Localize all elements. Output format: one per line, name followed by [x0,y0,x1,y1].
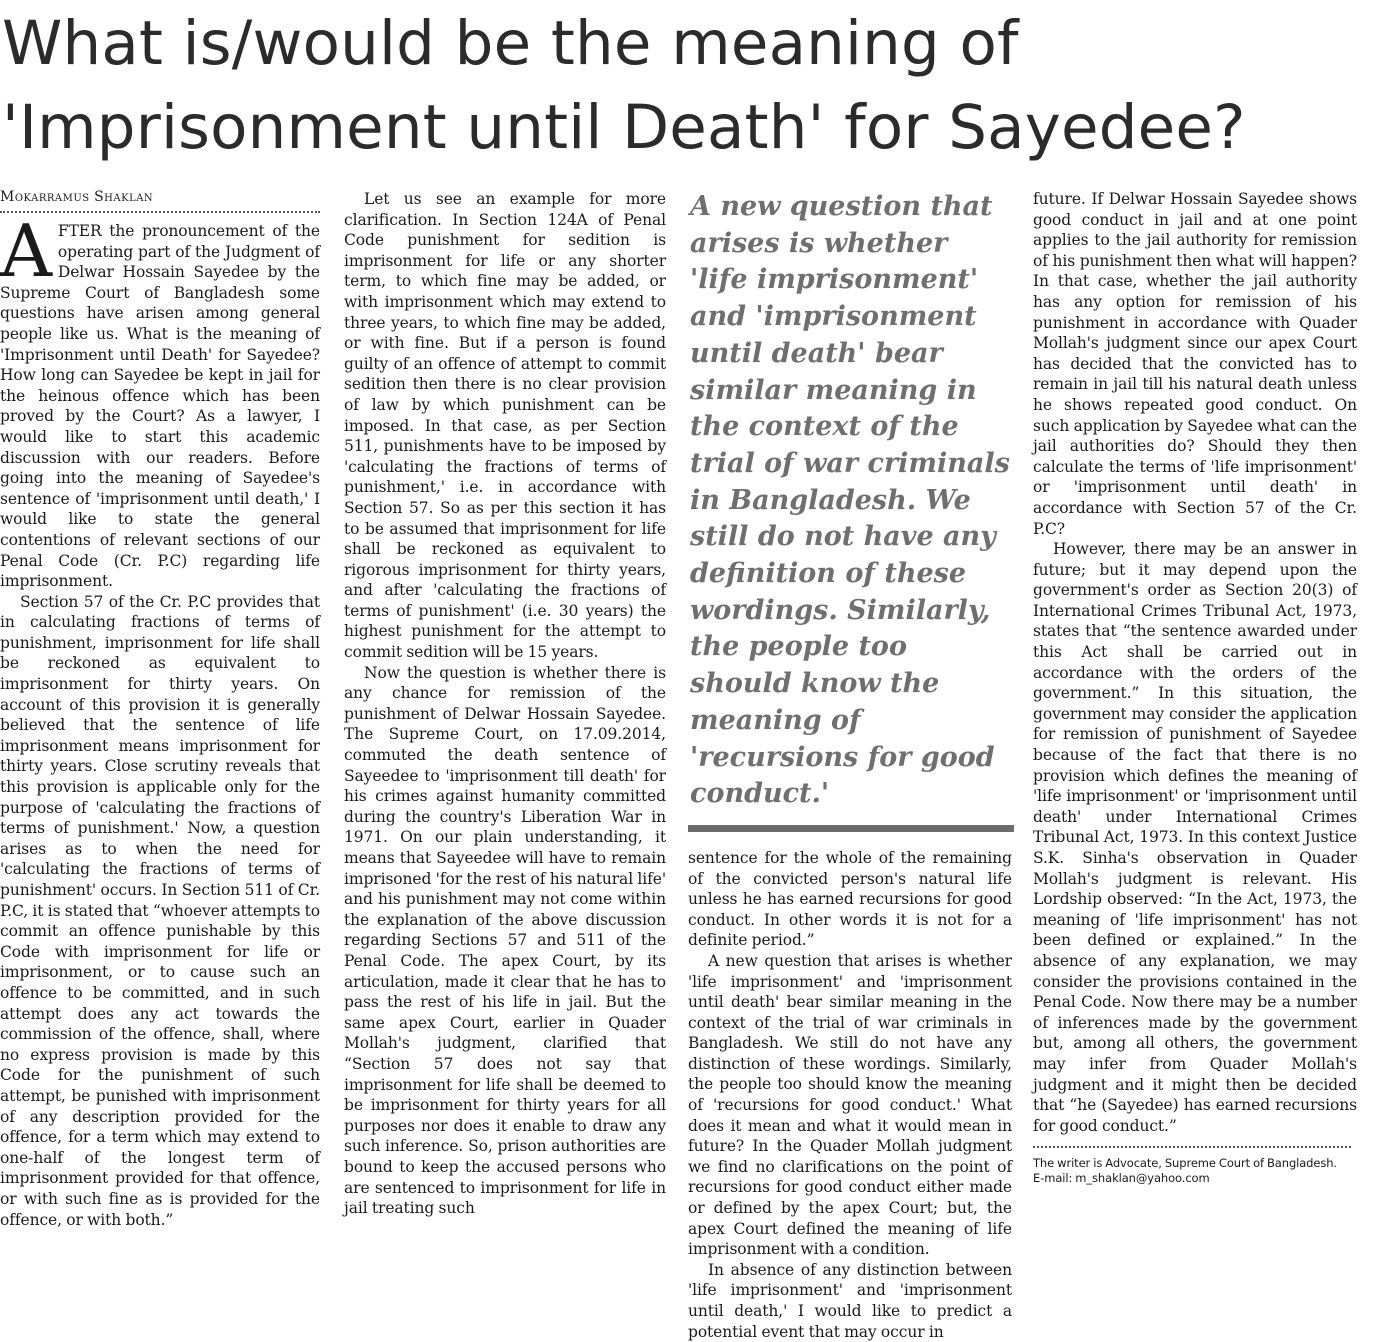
paragraph-7: However, there may be an answer in future; but it may depend upon the government's order as Section 20(3) of International Crimes Tribunal Act, 1973, states that “the sentence awarded under this Act shall be carried out in accordance with the orders of the government.” In this situation, the government may consider the application for remission of punishment of Sayedee because of the fact that there is no provision which defines the meaning of 'life imprisonment' or 'imprisonment until death' under International Crimes Tribunal Act, 1973. In this context Justice S.K. Sinha's observation in Quader Mollah's judgment is relevant. His Lordship observed: “In the Act, 1973, the meaning of 'life imprisonment' has not been defined or explained.” In the absence of any explanation, we may consider the provisions contained in the Penal Code. Now there may be a number of inferences made by the government but, among all others, the government may infer from Quader Mollah's judgment and it might then be decided that “he (Sayedee) has earned recursions for good conduct.” [1033,540,1357,1135]
paragraph-4-continued: sentence for the whole of the remaining of the convicted person's natural life unless he has earned recursions for good conduct. In other words it is not for a definite period.” [688,848,1012,950]
author-bio [1033,1146,1351,1186]
column-4 [1033,189,1357,1186]
paragraph-6: In absence of any distinction between 'life imprisonment' and 'imprisonment until death,' I would like to predict a potential event that may occur in [688,1260,1012,1341]
pull-quote: A new question that arises is whether 'life imprisonment' and 'imprisonment until death' bear similar meaning in the context of the trial of war criminals in Bangladesh. We still do not have any definition of these wordings. Similarly, the people too should know the meaning of 'recursions for good conduct.' [690,191,1010,810]
paragraph-1-text: FTER the pronouncement of the operating part of the Judgment of Delwar Hossain Sayedee by the Supreme Court of Bangladesh some questions have arisen among general people like us. What is the meaning of 'Imprisonment until Death' for Sayedee? How long can Sayedee be kept in jail for the heinous offence which has been proved by the Court? As a lawyer, I would like to start this academic discussion with our readers. Before going into the meaning of Sayedee's sentence of 'imprisonment until death,' I would like to state the general contentions of relevant sections of our Penal Code (Cr. P.C) regarding life imprisonment. [0,222,320,591]
headline [2,2,1382,170]
column-1 [0,189,320,1230]
paragraph-3: Let us see an example for more clarification. In Section 124A of Penal Code punishment for sedition is imprisonment for life or any shorter term, to which fine may be added, or with imprisonment which may extend to three years, to which fine may be added, or with fine. But if a person is found guilty of an offence of attempt to commit sedition then there is no clear provision of law by which punishment can be imposed. In that case, as per Section 511, punishments have to be imposed by 'calculating the fractions of terms of punishment,' i.e. in accordance with Section 57. So as per this section it has to be assumed that imprisonment for life shall be reckoned as equivalent to rigorous imprisonment for thirty years, and after 'calculating the fractions of terms of punishment' (i.e. 30 years) the highest punishment for the attempt to commit sedition will be 15 years. [344,190,666,662]
paragraph-4: Now the question is whether there is any chance for remission of the punishment of Delwar Hossain Sayedee. The Supreme Court, on 17.09.2014, commuted the death sentence of Sayeedee to 'imprisonment till death' for his crimes against humanity committed during the country's Liberation War in 1971. On our plain understanding, it means that Sayeedee will have to remain imprisoned 'for the rest of his natural life' and his punishment may not come within the explanation of the above discussion regarding Sections 57 and 511 of the Penal Code. The apex Court, by its articulation, made it clear that he has to pass the rest of his life in jail. But the same apex Court, earlier in Quader Mollah's judgment, clarified that “Section 57 does not say that imprisonment for life shall be deemed to be imprisonment for thirty years for all purposes nor does it enable to draw any such inference. So, prison authorities are bound to keep the accused persons who are sentenced to imprisonment for life in jail treating such [344,663,666,1218]
column-3 [688,189,1012,1342]
author-bio-line: The writer is Advocate, Supreme Court of Bangladesh. [1033,1156,1337,1171]
pull-quote-rule [688,825,1014,832]
author-email: E-mail: m_shaklan@yahoo.com [1033,1171,1210,1186]
paragraph-1 [0,209,320,592]
column-2 [344,189,666,1219]
paragraph-2: Section 57 of the Cr. P.C provides that in calculating fractions of terms of punishment, imprisonment for life shall be reckoned as equivalent to imprisonment for thirty years. On account of this provision it is generally believed that the sentence of life imprisonment means imprisonment for thirty years. Close scrutiny reveals that this provision is applicable only for the purpose of 'calculating the fractions of terms of punishment.' Now, a question arises as to when the need for 'calculating the fractions of terms of punishment' occurs. In Section 511 of Cr. P.C, it is stated that “whoever attempts to commit an offence punishable by this Code with imprisonment for life or imprisonment, or to cause such an offence to be committed, and in such attempt does any act towards the commission of the offence, shall, where no express provision is made by this Code for the punishment of such attempt, be punished with imprisonment of any description provided for the offence, for a term which may extend to one-half of the longest term of imprisonment provided for that offence, or with such fine as is provided for the offence, or with both.” [0,592,320,1229]
headline-line-2: 'Imprisonment until Death' for Sayedee? [2,92,1246,163]
paragraph-6-continued: future. If Delwar Hossain Sayedee shows good conduct in jail and at one point applies to the jail authority for remission of his punishment then what will happen? In that case, whether the jail authority has any option for remission of his punishment in accordance with Quader Mollah's judgment since our apex Court has decided that the convicted has to remain in jail till his natural death unless he shows repeated good conduct. On such application by Sayedee what can the jail authorities do? Should they then calculate the terms of 'life imprisonment' or 'imprisonment until death' in accordance with Section 57 of the Cr. P.C? [1033,190,1357,538]
drop-cap: A [0,209,52,293]
headline-line-1: What is/would be the meaning of [2,8,1019,79]
byline: Mokarramus Shaklan [0,189,320,213]
paragraph-5: A new question that arises is whether 'life imprisonment' and 'imprisonment until death' bear similar meaning in the context of the trial of war criminals in Bangladesh. We still do not have any distinction of these wordings. Similarly, the people too should know the meaning of 'recursions for good conduct.' What does it mean and what it would mean in future? In the Quader Mollah judgment we find no clarifications on the point of recursions for good conduct either made or defined by the apex Court; but, the apex Court defined the meaning of life imprisonment with a condition. [688,951,1012,1259]
